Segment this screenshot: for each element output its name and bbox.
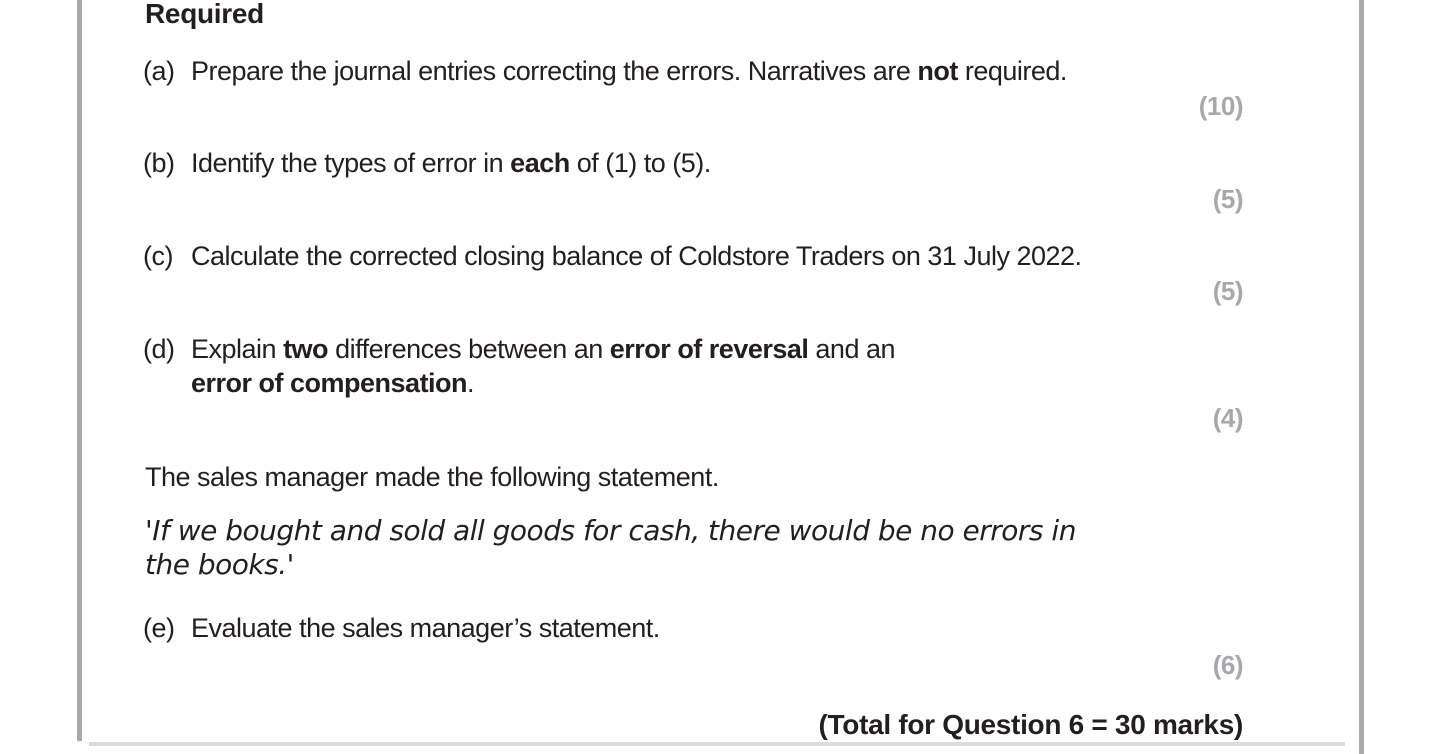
statement-intro: The sales manager made the following statement. bbox=[145, 462, 719, 492]
part-label: (d) bbox=[143, 334, 175, 364]
part-text-segment: . bbox=[467, 368, 475, 398]
part-label: (e) bbox=[143, 613, 175, 643]
part-text-segment: Calculate the corrected closing balance of Coldstore Traders on 31 July 2022. bbox=[191, 241, 1082, 271]
part-text-segment: differences between an bbox=[328, 334, 610, 364]
marks-badge-b: (5) bbox=[1212, 184, 1243, 214]
part-text bbox=[191, 146, 711, 180]
part-text-segment: Identify the types of error in bbox=[191, 148, 511, 178]
part-text-line bbox=[191, 332, 895, 366]
part-label: (b) bbox=[143, 148, 175, 178]
footer-divider bbox=[89, 742, 1345, 746]
part-text bbox=[191, 54, 1067, 88]
marks-badge-a: (10) bbox=[1198, 91, 1243, 121]
total-marks-line: (Total for Question 6 = 30 marks) bbox=[818, 709, 1243, 740]
manager-quote bbox=[145, 514, 1076, 582]
part-label: (a) bbox=[143, 56, 175, 86]
question-part-d bbox=[143, 332, 895, 400]
part-text bbox=[191, 611, 660, 645]
part-text bbox=[191, 332, 895, 400]
question-part-c bbox=[143, 239, 1082, 273]
part-text-segment: Evaluate the sales manager’s statement. bbox=[191, 613, 660, 643]
question-part-b bbox=[143, 146, 711, 180]
part-label: (c) bbox=[143, 241, 173, 271]
marks-badge-d: (4) bbox=[1212, 403, 1243, 433]
part-text-segment: Prepare the journal entries correcting the errors. Narratives are bbox=[191, 56, 918, 86]
part-text bbox=[191, 239, 1082, 273]
part-text-segment: Explain bbox=[191, 334, 284, 364]
part-text-segment: of (1) to (5). bbox=[569, 148, 711, 178]
left-edge-bar bbox=[77, 0, 82, 741]
part-text-segment: each bbox=[510, 148, 570, 178]
marks-badge-e: (6) bbox=[1212, 650, 1243, 680]
quote-line: 'If we bought and sold all goods for cash, there would be no errors in bbox=[145, 514, 1076, 547]
part-text-segment: error of reversal bbox=[609, 334, 809, 364]
part-text-segment: two bbox=[283, 334, 329, 364]
part-text-segment: error of compensation bbox=[191, 368, 468, 398]
quote-line: the books.' bbox=[145, 548, 294, 581]
part-text-segment: not bbox=[917, 56, 958, 86]
required-heading: Required bbox=[145, 0, 264, 29]
part-text-line bbox=[191, 366, 895, 400]
right-edge-bar bbox=[1359, 0, 1364, 754]
question-part-a bbox=[143, 54, 1067, 88]
part-text-segment: required. bbox=[957, 56, 1067, 86]
question-part-e bbox=[143, 611, 660, 645]
marks-badge-c: (5) bbox=[1212, 276, 1243, 306]
part-text-segment: and an bbox=[808, 334, 895, 364]
